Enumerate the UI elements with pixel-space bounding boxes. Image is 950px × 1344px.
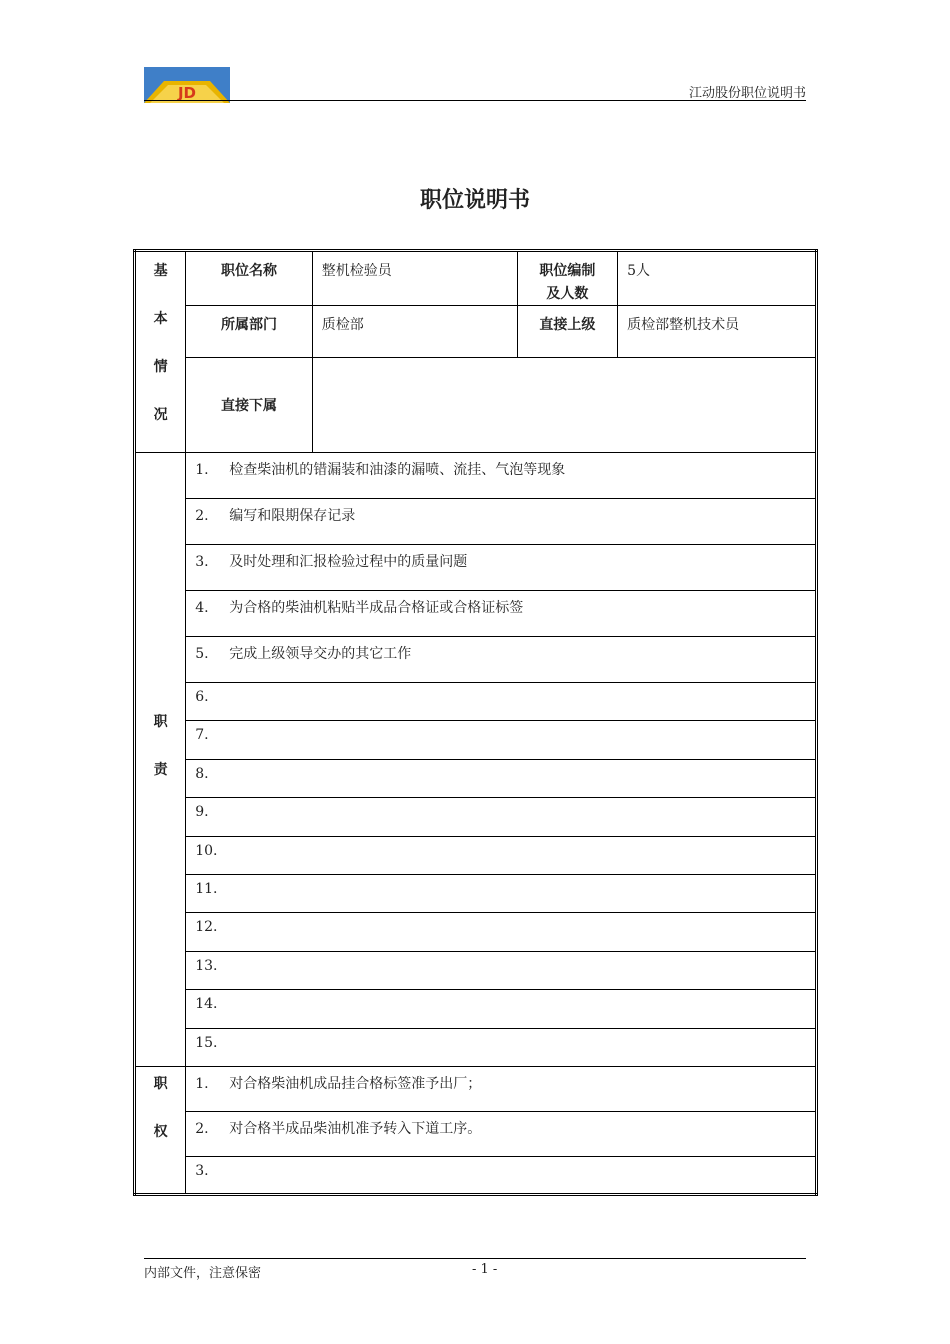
footer-divider: [144, 1258, 806, 1259]
duties-section-char: 职: [153, 714, 168, 730]
authority-section-char: 权: [153, 1123, 168, 1140]
superior-value: 质检部整机技术员: [618, 306, 817, 358]
department-value: 质检部: [312, 306, 517, 358]
duties-item-number: 3.: [195, 554, 209, 570]
authority-section: [135, 1066, 817, 1194]
authority-item-number: 1.: [195, 1075, 209, 1092]
duties-item-text: 及时处理和汇报检验过程中的质量问题: [229, 554, 468, 570]
duties-item: [186, 759, 817, 797]
position-name-value: 整机检验员: [312, 251, 517, 306]
logo-text: JD: [177, 84, 197, 102]
duties-item-number: 9.: [195, 804, 209, 821]
header-doc-label: 江动股份职位说明书: [688, 86, 806, 101]
duties-item-text: 检查柴油机的错漏装和油漆的漏喷、流挂、气泡等现象: [229, 462, 566, 478]
duties-item-number: 14.: [195, 996, 218, 1013]
job-description-table: [133, 249, 818, 1196]
duties-item-number: 7.: [195, 727, 209, 744]
duties-item: [186, 951, 817, 989]
duties-item-number: 11.: [195, 880, 218, 897]
company-logo: [144, 67, 230, 103]
basic-section-char: 本: [153, 311, 168, 327]
duties-item-number: 12.: [195, 919, 218, 936]
authority-section-label: [135, 1066, 186, 1194]
footer-confidential: 内部文件，注意保密: [144, 1266, 262, 1281]
duties-item: [186, 591, 817, 637]
duties-item-number: 5.: [195, 646, 209, 662]
duties-item-number: 6.: [195, 689, 209, 705]
duties-item-number: 15.: [195, 1034, 218, 1051]
duties-item: [186, 545, 817, 591]
duties-item: [186, 453, 817, 499]
basic-section-char: 基: [153, 263, 168, 279]
duties-item: [186, 637, 817, 683]
superior-label: 直接上级: [517, 306, 617, 358]
authority-item: [186, 1111, 817, 1156]
authority-item-number: 2.: [195, 1120, 209, 1137]
authority-item-text: 对合格柴油机成品挂合格标签准予出厂；: [229, 1075, 482, 1092]
duties-item-number: 4.: [195, 600, 209, 616]
duties-item: [186, 913, 817, 951]
headcount-label: 职位编制 及人数: [517, 251, 617, 306]
subordinate-label: 直接下属: [186, 358, 313, 453]
duties-section-label: [135, 453, 186, 1067]
authority-section-char: 职: [153, 1075, 168, 1092]
headcount-value: 5人: [618, 251, 817, 306]
duties-section: [135, 453, 817, 1067]
page-title: 职位说明书: [419, 188, 530, 213]
duties-item-text: 完成上级领导交办的其它工作: [229, 646, 412, 662]
authority-item: [186, 1066, 817, 1111]
duties-item: [186, 1028, 817, 1066]
duties-item-number: 8.: [195, 765, 209, 782]
basic-section-char: 况: [153, 407, 168, 423]
duties-item: [186, 683, 817, 721]
duties-item-text: 编写和限期保存记录: [229, 508, 356, 524]
footer-page-number: - 1 -: [472, 1262, 498, 1277]
duties-item: [186, 836, 817, 874]
header-divider: [144, 100, 806, 101]
subordinate-value: [312, 358, 816, 453]
duties-section-char: 责: [153, 762, 168, 778]
duties-item: [186, 990, 817, 1028]
duties-item: [186, 499, 817, 545]
duties-item: [186, 721, 817, 759]
position-name-label: 职位名称: [186, 251, 313, 306]
authority-item: [186, 1156, 817, 1194]
duties-item-number: 2.: [195, 508, 209, 524]
duties-item: [186, 798, 817, 836]
duties-item-number: 10.: [195, 842, 218, 859]
duties-item-number: 1.: [195, 462, 209, 478]
authority-item-number: 3.: [195, 1162, 209, 1179]
basic-info-section-label: [135, 251, 186, 453]
department-label: 所属部门: [186, 306, 313, 358]
duties-item: [186, 874, 817, 912]
basic-section-char: 情: [153, 359, 168, 375]
duties-item-number: 13.: [195, 957, 218, 974]
duties-item-text: 为合格的柴油机粘贴半成品合格证或合格证标签: [229, 600, 524, 616]
authority-item-text: 对合格半成品柴油机准予转入下道工序。: [229, 1120, 482, 1137]
